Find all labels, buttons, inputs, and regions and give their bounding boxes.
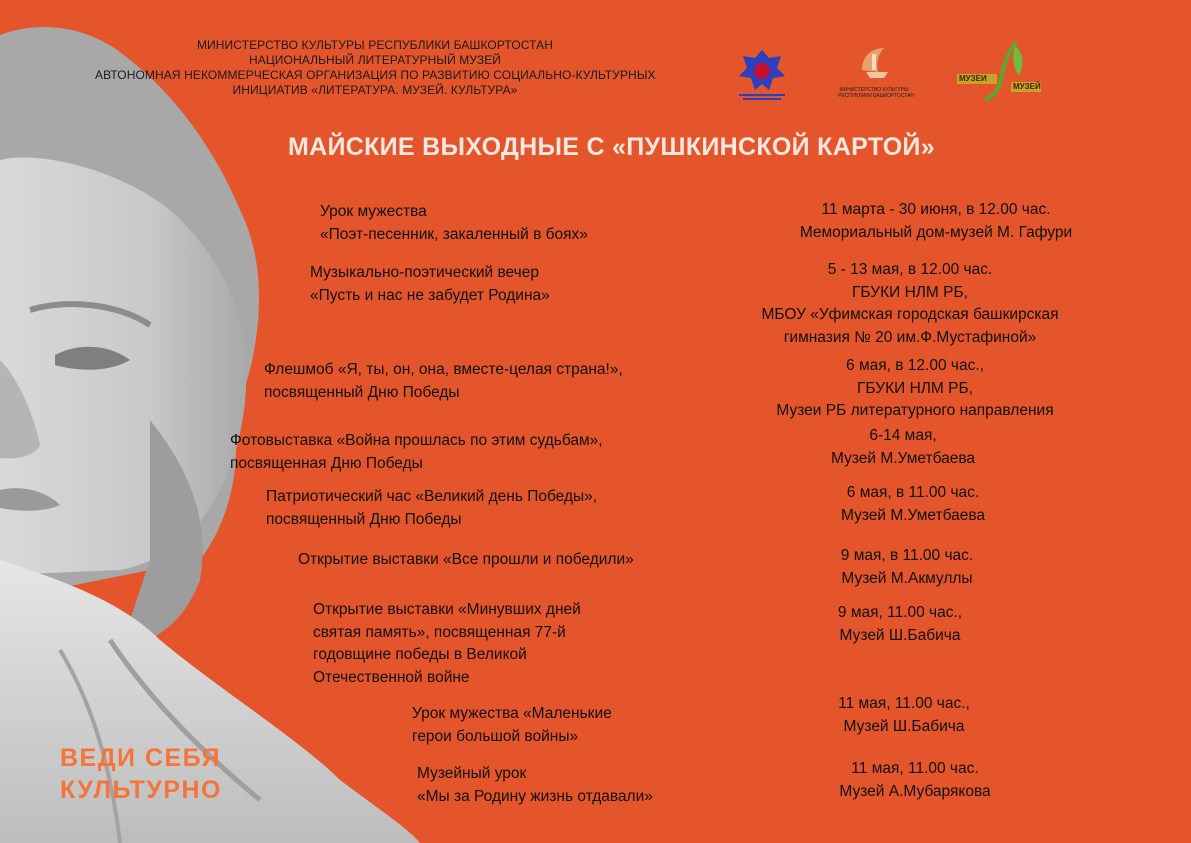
header-line: ИНИЦИАТИВ «ЛИТЕРАТУРА. МУЗЕЙ. КУЛЬТУРА» <box>232 83 518 97</box>
event-line: Фотовыставка «Война прошлась по этим судьбам», <box>230 432 603 449</box>
info-line: 6-14 мая, <box>869 427 937 444</box>
event-info <box>710 259 1110 349</box>
info-line: 6 мая, в 11.00 час. <box>846 484 980 501</box>
event-info <box>707 545 1107 590</box>
info-line: МБОУ «Уфимская городская башкирская <box>761 306 1059 323</box>
info-line: 9 мая, 11.00 час., <box>837 604 963 621</box>
info-line: 6 мая, в 12.00 час., <box>846 357 984 374</box>
slogan-line: ВЕДИ СЕБЯ <box>60 744 221 772</box>
event-item <box>298 549 634 572</box>
museum-logo-bottom-text: МУЗЕЙ <box>1013 82 1041 91</box>
info-line: Мемориальный дом-музей М. Гафури <box>799 223 1073 241</box>
info-line: гимназия № 20 им.Ф.Мустафиной» <box>783 328 1037 346</box>
event-line: Урок мужества «Маленькие <box>412 705 612 722</box>
info-line: Музеи РБ литературного направления <box>776 402 1054 419</box>
event-line: посвященный Дню Победы <box>264 383 460 401</box>
info-line: 11 мая, 11.00 час., <box>838 695 970 712</box>
header-line: МИНИСТЕРСТВО КУЛЬТУРЫ РЕСПУБЛИКИ БАШКОРТОСТАН <box>196 38 554 52</box>
event-line: Флешмоб «Я, ты, он, она, вместе-целая страна!», <box>264 361 623 378</box>
event-item <box>230 430 603 475</box>
pushkin-bust-illustration <box>0 0 430 843</box>
event-line: Урок мужества <box>320 203 427 220</box>
event-info <box>704 693 1104 738</box>
header-line: НАЦИОНАЛЬНЫЙ ЛИТЕРАТУРНЫЙ МУЗЕЙ <box>248 53 502 67</box>
organizers-header <box>95 38 655 98</box>
event-item <box>412 703 612 748</box>
event-line: Патриотический час «Великий день Победы», <box>266 488 598 505</box>
event-line: «Пусть и нас не забудет Родина» <box>310 286 550 304</box>
ministry-culture-rb-logo <box>838 42 915 106</box>
poster-title: МАЙСКИЕ ВЫХОДНЫЕ С «ПУШКИНСКОЙ КАРТОЙ» <box>288 133 935 161</box>
eagle-emblem-icon <box>733 46 791 102</box>
event-line: Музыкально-поэтический вечер <box>310 264 539 281</box>
event-line: Музейный урок <box>417 765 527 782</box>
event-info <box>736 199 1136 244</box>
slogan-line: КУЛЬТУРНО <box>60 776 222 804</box>
event-line: святая память», посвященная 77-й <box>313 623 566 641</box>
event-item <box>320 201 588 246</box>
event-line: Открытие выставки «Все прошли и победили» <box>298 551 634 568</box>
event-line: «Мы за Родину жизнь отдавали» <box>417 787 653 805</box>
event-item <box>266 486 597 531</box>
event-line: годовщине победы в Великой <box>313 646 527 663</box>
event-info <box>700 602 1100 647</box>
info-line: Музей Ш.Бабича <box>843 717 965 735</box>
ministry-logo-line2: РЕСПУБЛИКИ БАШКОРТОСТАН <box>838 93 915 99</box>
info-line: ГБУКИ НЛМ РБ, <box>852 283 968 301</box>
info-line: Музей М.Уметбаева <box>830 449 976 467</box>
event-item <box>313 599 581 689</box>
event-info <box>713 482 1113 527</box>
event-line: Отечественной войне <box>313 668 470 686</box>
event-item <box>417 763 653 808</box>
event-line: посвященный Дню Победы <box>266 510 462 528</box>
info-line: 5 - 13 мая, в 12.00 час. <box>827 261 993 278</box>
info-line: Музей М.Акмуллы <box>841 569 973 587</box>
event-line: «Поэт-песенник, закаленный в боях» <box>320 225 588 243</box>
info-line: 11 марта - 30 июня, в 12.00 час. <box>821 201 1051 218</box>
info-line: 11 мая, 11.00 час. <box>851 760 979 777</box>
info-line: Музей М.Уметбаева <box>840 506 986 524</box>
event-line: посвященная Дню Победы <box>230 454 423 472</box>
event-item <box>264 359 623 404</box>
info-line: Музей А.Мубарякова <box>839 782 991 800</box>
info-line: Музей Ш.Бабича <box>839 626 961 644</box>
event-line: Открытие выставки «Минувших дней <box>313 601 581 618</box>
info-line: ГБУКИ НЛМ РБ, <box>857 379 973 397</box>
event-info <box>715 758 1115 803</box>
event-info <box>703 425 1103 470</box>
ministry-logo-line1: МИНИСТЕРСТВО КУЛЬТУРЫ <box>839 87 909 93</box>
info-line: 9 мая, в 11.00 час. <box>840 547 974 564</box>
header-line: АВТОНОМНАЯ НЕКОММЕРЧЕСКАЯ ОРГАНИЗАЦИЯ ПО РАЗВИТИЮ СОЦИАЛЬНО-КУЛЬТУРНЫХ <box>95 68 656 82</box>
event-line: герои большой войны» <box>412 727 579 745</box>
ministry-emblem-logo <box>733 46 791 102</box>
museum-logo-top-text: МУЗЕИ <box>959 74 987 83</box>
culture-emblem-icon <box>854 42 894 82</box>
museum-logo <box>955 40 1045 102</box>
event-info <box>715 355 1115 423</box>
event-item <box>310 262 550 307</box>
slogan <box>60 742 222 806</box>
feather-quill-icon <box>955 40 1045 102</box>
